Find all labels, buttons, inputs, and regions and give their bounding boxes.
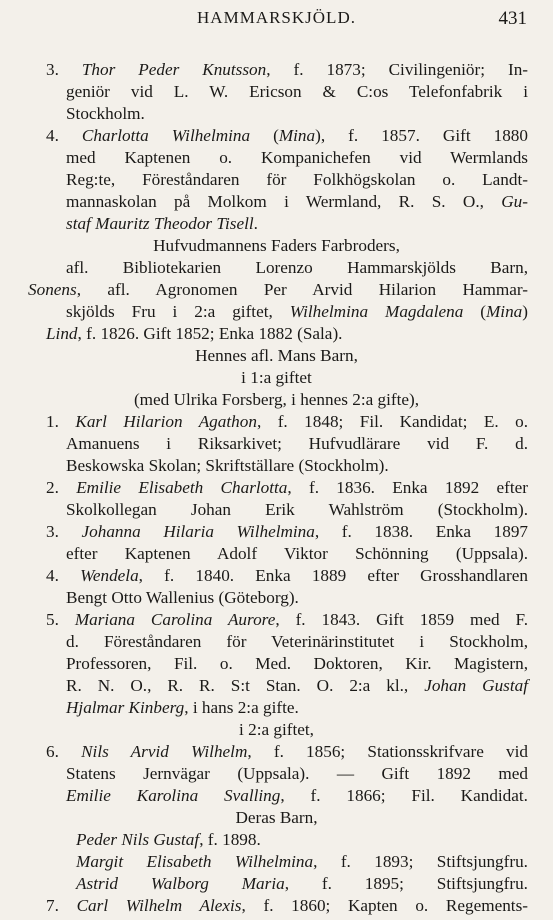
- text-line: Beskowska Skolan; Skriftställare (Stockholm).: [66, 456, 389, 475]
- text-line: med Kaptenen o. Kompanichefen vid Wermlands: [66, 148, 528, 167]
- text-line: 5. Mariana Carolina Aurore, f. 1843. Gift 1859 med F.: [46, 610, 529, 629]
- text-line: 3. Thor Peder Knutsson, f. 1873; Civilingeniör; In-: [46, 60, 529, 79]
- text-line: Hufvudmannens Faders Farbroders,: [153, 236, 400, 255]
- text-line: mannaskolan på Molkom i Wermland, R. S. O., Gu-: [66, 192, 528, 211]
- text-line: 2. Emilie Elisabeth Charlotta, f. 1836. Enka 1892 efter: [46, 478, 528, 497]
- text-line: Hennes afl. Mans Barn,: [195, 346, 358, 365]
- text-line: R. N. O., R. R. S:t Stan. O. 2:a kl., Johan Gustaf: [66, 676, 529, 695]
- text-line: staf Mauritz Theodor Tisell.: [66, 214, 258, 233]
- text-line: Reg:te, Föreståndaren för Folkhögskolan o. Landt-: [66, 170, 528, 189]
- text-line: 6. Nils Arvid Wilhelm, f. 1856; Stationsskrifvare vid: [46, 742, 528, 761]
- text-line: Deras Barn,: [235, 808, 318, 827]
- text-line: 4. Wendela, f. 1840. Enka 1889 efter Grosshandlaren: [46, 566, 528, 585]
- text-line: Professoren, Fil. o. Med. Doktoren, Kir. Magistern,: [66, 654, 528, 673]
- text-line: 1. Karl Hilarion Agathon, f. 1848; Fil. Kandidat; E. o.: [46, 412, 529, 431]
- text-line: 4. Charlotta Wilhelmina (Mina), f. 1857. Gift 1880: [46, 126, 528, 145]
- text-line: 3. Johanna Hilaria Wilhelmina, f. 1838. Enka 1897: [46, 522, 529, 541]
- text-line: d. Föreståndaren för Veterinärinstitutet i Stockholm,: [66, 632, 528, 651]
- text-line: geniör vid L. W. Ericson & C:os Telefonfabrik i: [66, 82, 528, 101]
- text-line: Statens Jernvägar (Uppsala). — Gift 1892 med: [66, 764, 528, 783]
- text-line: Lind, f. 1826. Gift 1852; Enka 1882 (Sala).: [46, 324, 343, 343]
- text-line: Skolkollegan Johan Erik Wahlström (Stockholm).: [66, 500, 528, 519]
- text-line: i 1:a giftet: [241, 368, 312, 387]
- text-line: Sonens, afl. Agronomen Per Arvid Hilarion Hammar-: [28, 280, 528, 299]
- page-header: [0, 8, 553, 32]
- text-line: skjölds Fru i 2:a giftet, Wilhelmina Magdalena (Mina): [66, 302, 528, 321]
- running-title: HAMMARSKJÖLD.: [197, 8, 356, 27]
- text-line: afl. Bibliotekarien Lorenzo Hammarskjölds Barn,: [66, 258, 528, 277]
- text-line: Bengt Otto Wallenius (Göteborg).: [66, 588, 299, 607]
- text-line: Amanuens i Riksarkivet; Hufvudlärare vid F. d.: [66, 434, 528, 453]
- text-line: Stockholm.: [66, 104, 145, 123]
- text-line: efter Kaptenen Adolf Viktor Schönning (Uppsala).: [66, 544, 528, 563]
- text-line: Margit Elisabeth Wilhelmina, f. 1893; Stiftsjungfru.: [76, 852, 528, 871]
- text-line: 7. Carl Wilhelm Alexis, f. 1860; Kapten o. Regements-: [46, 896, 528, 915]
- text-line: Peder Nils Gustaf, f. 1898.: [76, 830, 261, 849]
- text-line: Hjalmar Kinberg, i hans 2:a gifte.: [66, 698, 299, 717]
- text-line: Emilie Karolina Svalling, f. 1866; Fil. Kandidat.: [66, 786, 528, 805]
- text-line: Astrid Walborg Maria, f. 1895; Stiftsjungfru.: [76, 874, 528, 893]
- page-number: 431: [498, 8, 527, 29]
- text-line: (med Ulrika Forsberg, i hennes 2:a gifte),: [133, 390, 420, 409]
- text-line: i 2:a giftet,: [239, 720, 314, 739]
